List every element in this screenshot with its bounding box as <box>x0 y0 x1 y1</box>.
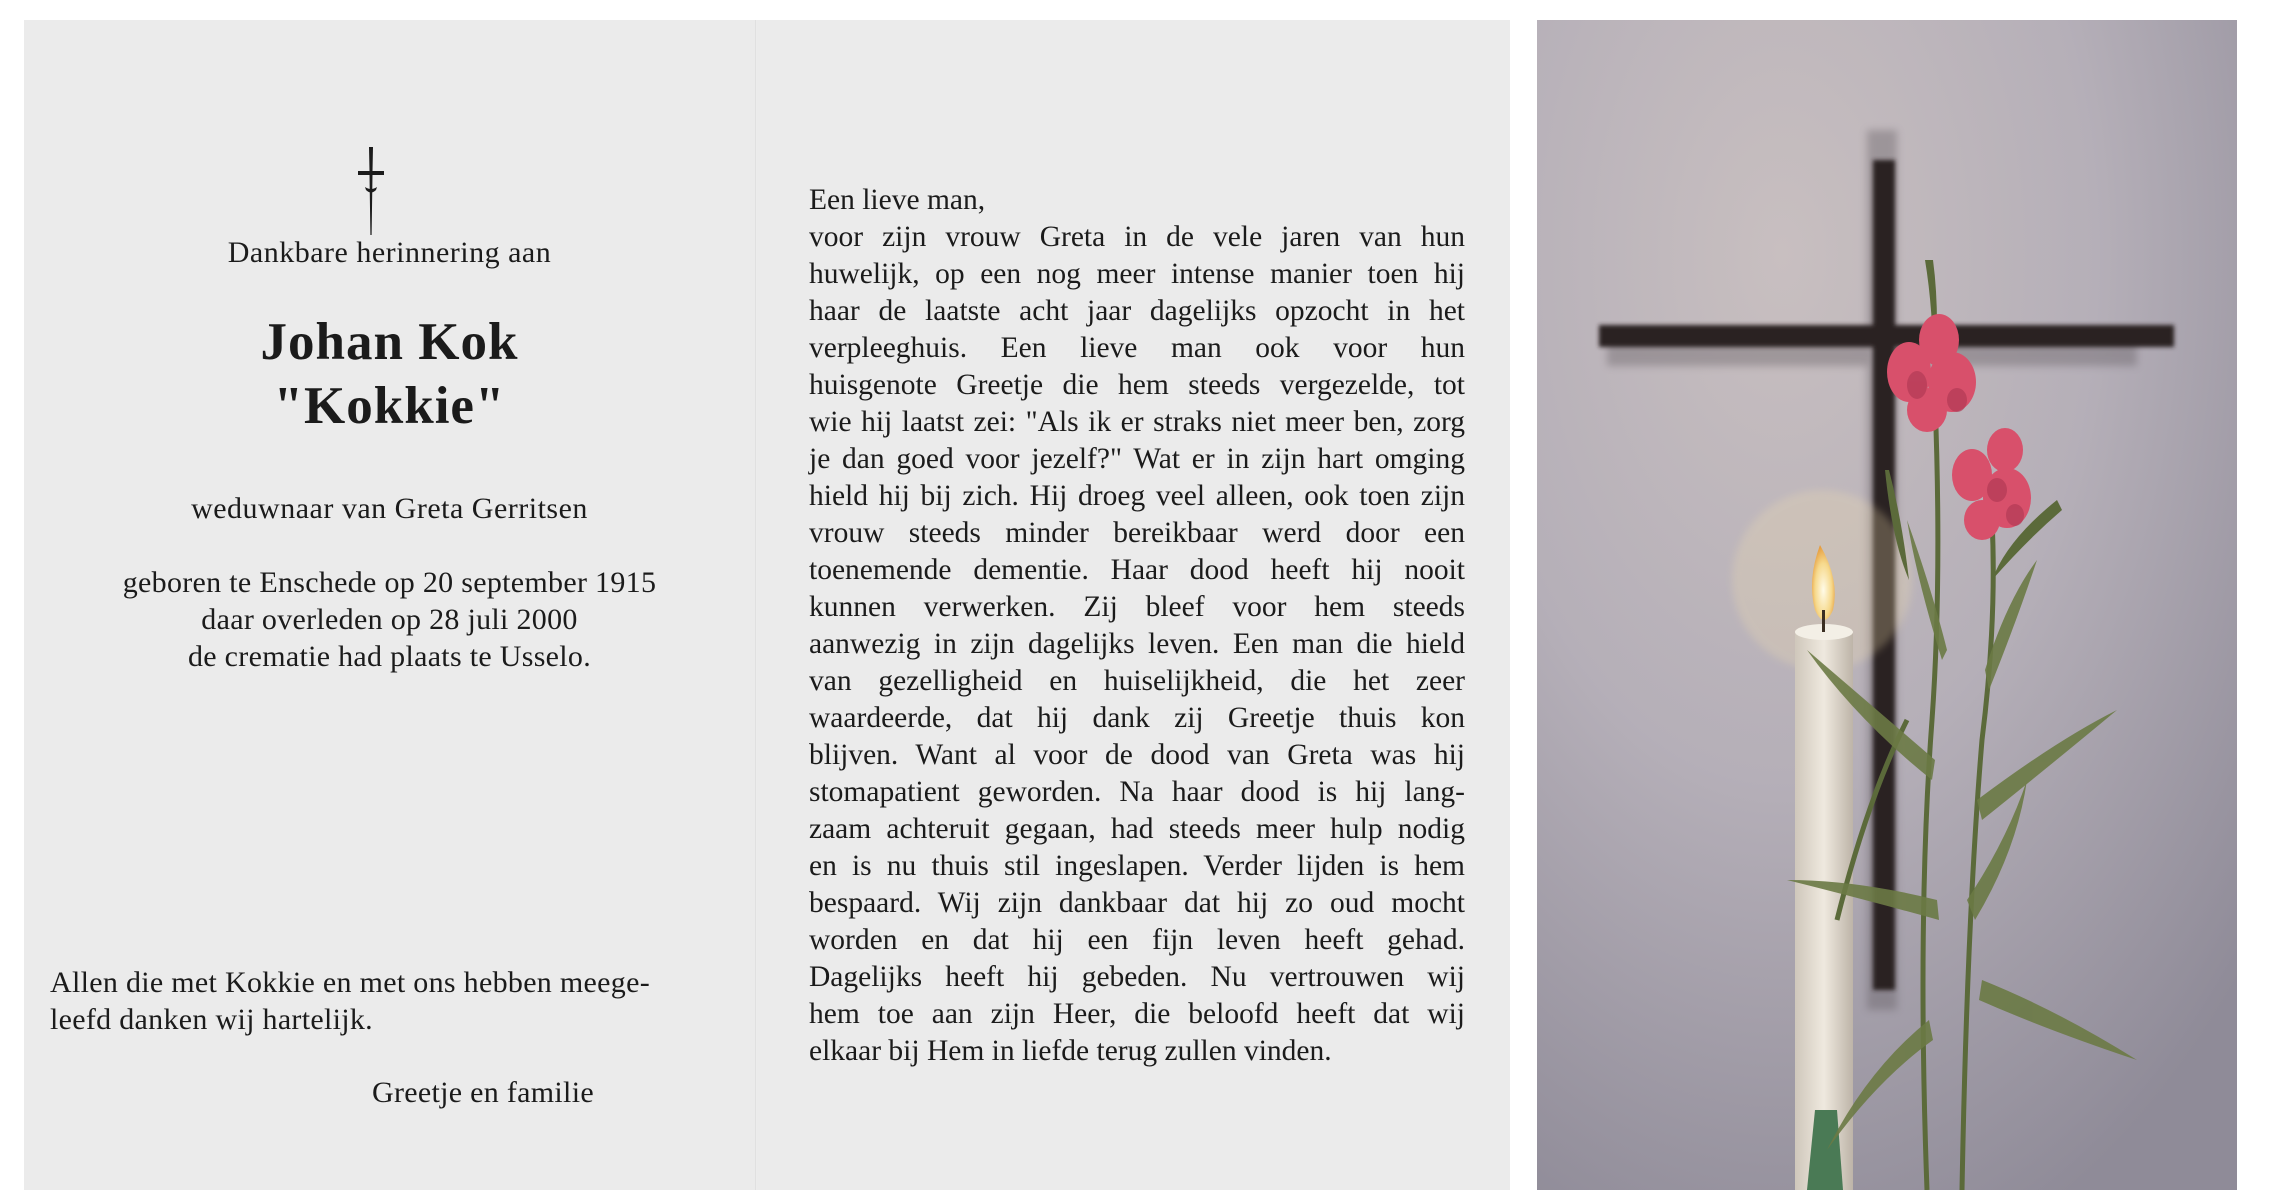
deceased-name: Johan Kok <box>260 313 519 371</box>
card-right-page <box>757 20 1510 1190</box>
cross-candle-flowers-icon <box>1537 20 2237 1190</box>
thanks-block <box>50 964 650 1038</box>
dates-block <box>24 564 755 675</box>
birth-line: geboren te Enschede op 20 september 1915 <box>122 566 657 599</box>
text-line: aanwezig in zijn dagelijks leven. Een man die hield <box>809 628 1465 660</box>
text-line: Een lieve man, <box>809 184 986 216</box>
card-left-page <box>24 20 755 1190</box>
text-line: huwelijk, op een nog meer intense manier toen hij <box>809 258 1465 290</box>
text-line: waardeerde, dat hij dank zij Greetje thuis kon <box>809 702 1465 734</box>
memorial-text <box>809 182 1465 1070</box>
spouse-line: weduwnaar van Greta Gerritsen <box>191 492 588 525</box>
intro-text: Dankbare herinnering aan <box>227 236 552 269</box>
text-line: hem toe aan zijn Heer, die beloofd heeft dat wij <box>809 998 1465 1030</box>
text-line: hield hij bij zich. Hij droeg veel alleen, ook toen zijn <box>809 480 1465 512</box>
text-line: wie hij laatst zei: "Als ik er straks niet meer ben, zorg <box>809 406 1465 438</box>
text-line: elkaar bij Hem in liefde terug zullen vinden. <box>809 1035 1332 1067</box>
memorial-card <box>24 20 1510 1190</box>
deceased-nickname: "Kokkie" <box>273 377 506 435</box>
thanks-line: leefd danken wij hartelijk. <box>50 1003 373 1036</box>
text-line: zaam achteruit gegaan, had steeds meer hulp nodig <box>809 813 1465 845</box>
text-line: je dan goed voor jezelf?" Wat er in zijn hart omging <box>809 443 1465 475</box>
cremation-line: de crematie had plaats te Usselo. <box>187 640 592 673</box>
signature: Greetje en familie <box>372 1076 594 1109</box>
memorial-photo <box>1537 20 2237 1190</box>
text-line: Dagelijks heeft hij gebeden. Nu vertrouwen wij <box>809 961 1465 993</box>
text-line: bespaard. Wij zijn dankbaar dat hij zo oud mocht <box>809 887 1465 919</box>
text-line: en is nu thuis stil ingeslapen. Verder lijden is hem <box>809 850 1465 882</box>
thanks-line: Allen die met Kokkie en met ons hebben meege- <box>50 966 650 999</box>
text-line: stomapatient geworden. Na haar dood is hij lang- <box>809 776 1465 808</box>
text-line: blijven. Want al voor de dood van Greta was hij <box>809 739 1465 771</box>
text-line: voor zijn vrouw Greta in de vele jaren van hun <box>809 221 1465 253</box>
text-line: kunnen verwerken. Zij bleef voor hem steeds <box>809 591 1465 623</box>
text-line: vrouw steeds minder bereikbaar werd door een <box>809 517 1465 549</box>
text-line: verpleeghuis. Een lieve man ook voor hun <box>809 332 1465 364</box>
text-line: worden en dat hij een fijn leven heeft gehad. <box>809 924 1465 956</box>
text-line: van gezelligheid en huiselijkheid, die het zeer <box>809 665 1465 697</box>
text-line: huisgenote Greetje die hem steeds vergezelde, tot <box>809 369 1465 401</box>
text-line: haar de laatste acht jaar dagelijks opzocht in het <box>809 295 1465 327</box>
text-line: toenemende dementie. Haar dood heeft hij nooit <box>809 554 1465 586</box>
death-line: daar overleden op 28 juli 2000 <box>201 603 578 636</box>
cross-icon <box>354 143 388 239</box>
